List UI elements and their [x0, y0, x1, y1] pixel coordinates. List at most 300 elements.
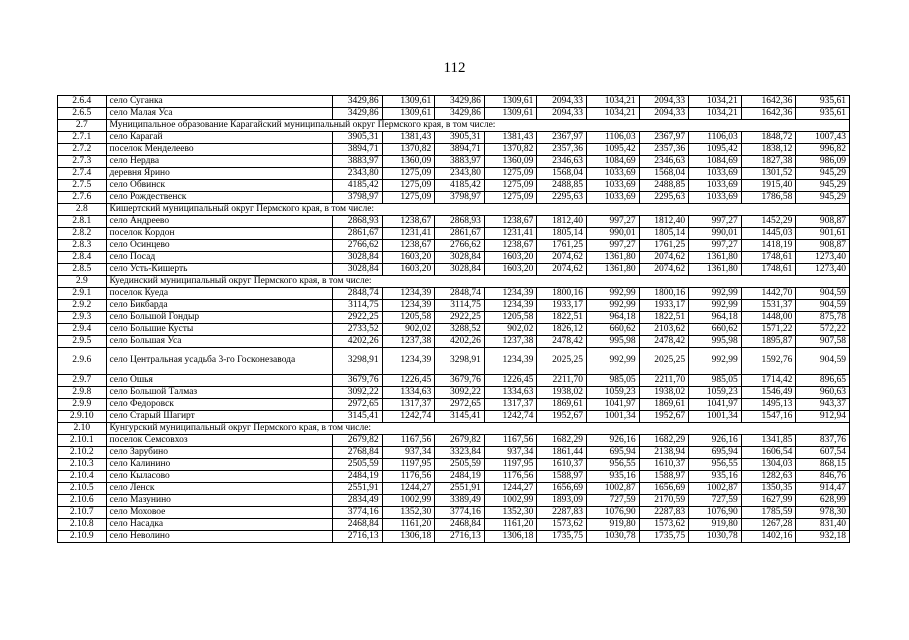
value-cell: 3145,41	[435, 411, 485, 423]
row-code: 2.8.4	[58, 252, 107, 264]
value-cell: 1606,54	[741, 447, 796, 459]
value-cell: 1084,69	[586, 156, 639, 168]
value-cell: 1304,03	[741, 459, 796, 471]
row-code: 2.10.4	[58, 471, 107, 483]
value-cell: 935,16	[689, 471, 742, 483]
row-code: 2.9.1	[58, 288, 107, 300]
value-cell: 1603,20	[382, 264, 435, 276]
value-cell: 997,27	[586, 240, 639, 252]
value-cell: 2094,33	[537, 96, 587, 108]
value-cell: 1352,30	[484, 507, 537, 519]
settlement-name: село Большая Уса	[106, 336, 333, 348]
value-cell: 1827,38	[741, 156, 796, 168]
value-cell: 3798,97	[435, 192, 485, 204]
value-cell: 1938,02	[537, 387, 587, 399]
table-row	[58, 264, 850, 276]
table-row	[58, 228, 850, 240]
value-cell: 1273,40	[796, 252, 850, 264]
value-cell: 2488,85	[537, 180, 587, 192]
value-cell: 986,09	[796, 156, 850, 168]
value-cell: 945,29	[796, 192, 850, 204]
value-cell: 3429,86	[435, 96, 485, 108]
value-cell: 1176,56	[484, 471, 537, 483]
row-code: 2.9	[58, 276, 107, 288]
value-cell: 2922,25	[435, 312, 485, 324]
value-cell: 992,99	[586, 300, 639, 312]
value-cell: 3288,52	[435, 324, 485, 336]
value-cell: 1234,39	[484, 288, 537, 300]
value-cell: 1161,20	[484, 519, 537, 531]
value-cell: 1805,14	[537, 228, 587, 240]
row-code: 2.8.3	[58, 240, 107, 252]
value-cell: 3894,71	[435, 144, 485, 156]
settlement-name: село Моховое	[106, 507, 333, 519]
value-cell: 1059,23	[689, 387, 742, 399]
value-cell: 1822,51	[639, 312, 689, 324]
value-cell: 1106,03	[586, 132, 639, 144]
value-cell: 990,01	[689, 228, 742, 240]
value-cell: 3429,86	[333, 96, 383, 108]
value-cell: 831,40	[796, 519, 850, 531]
value-cell: 1205,58	[484, 312, 537, 324]
table-row	[58, 300, 850, 312]
value-cell: 901,61	[796, 228, 850, 240]
value-cell: 1002,87	[689, 483, 742, 495]
value-cell: 837,76	[796, 435, 850, 447]
value-cell: 1034,21	[586, 108, 639, 120]
value-cell: 1938,02	[639, 387, 689, 399]
value-cell: 4185,42	[333, 180, 383, 192]
value-cell: 2074,62	[537, 252, 587, 264]
value-cell: 1309,61	[484, 108, 537, 120]
value-cell: 1952,67	[639, 411, 689, 423]
row-code: 2.9.2	[58, 300, 107, 312]
value-cell: 1244,27	[484, 483, 537, 495]
value-cell: 4202,26	[435, 336, 485, 348]
table-row	[58, 168, 850, 180]
value-cell: 1076,90	[689, 507, 742, 519]
value-cell: 3028,84	[435, 264, 485, 276]
table-row	[58, 108, 850, 120]
value-cell: 1592,76	[741, 348, 796, 375]
settlement-name: село Федоровск	[106, 399, 333, 411]
value-cell: 868,15	[796, 459, 850, 471]
settlement-name: село Посад	[106, 252, 333, 264]
row-code: 2.8.2	[58, 228, 107, 240]
value-cell: 2138,94	[639, 447, 689, 459]
value-cell: 997,27	[689, 216, 742, 228]
value-cell: 1610,37	[639, 459, 689, 471]
value-cell: 1933,17	[639, 300, 689, 312]
row-code: 2.9.3	[58, 312, 107, 324]
value-cell: 908,87	[796, 240, 850, 252]
value-cell: 1306,18	[382, 531, 435, 543]
row-code: 2.9.7	[58, 375, 107, 387]
table-row	[58, 483, 850, 495]
value-cell: 1231,41	[484, 228, 537, 240]
value-cell: 1231,41	[382, 228, 435, 240]
value-cell: 3092,22	[435, 387, 485, 399]
value-cell: 1244,27	[382, 483, 435, 495]
value-cell: 1682,29	[639, 435, 689, 447]
section-title: Кунгурский муниципальный округ Пермского края, в том числе:	[106, 423, 849, 435]
value-cell: 937,34	[484, 447, 537, 459]
settlement-name: село Большой Гондыр	[106, 312, 333, 324]
value-cell: 3389,49	[435, 495, 485, 507]
value-cell: 2972,65	[435, 399, 485, 411]
row-code: 2.7.5	[58, 180, 107, 192]
settlement-name: село Калинино	[106, 459, 333, 471]
value-cell: 3429,86	[435, 108, 485, 120]
settlement-name: село Обвинск	[106, 180, 333, 192]
table-row	[58, 471, 850, 483]
value-cell: 1341,85	[741, 435, 796, 447]
value-cell: 1350,35	[741, 483, 796, 495]
row-code: 2.10.8	[58, 519, 107, 531]
value-cell: 1800,16	[639, 288, 689, 300]
value-cell: 1275,09	[484, 192, 537, 204]
value-cell: 1309,61	[382, 108, 435, 120]
value-cell: 1084,69	[689, 156, 742, 168]
row-code: 2.7.1	[58, 132, 107, 144]
value-cell: 1352,30	[382, 507, 435, 519]
table-row	[58, 144, 850, 156]
value-cell: 943,37	[796, 399, 850, 411]
value-cell: 919,80	[586, 519, 639, 531]
value-cell: 1234,39	[382, 288, 435, 300]
table-row	[58, 216, 850, 228]
table-row	[58, 507, 850, 519]
value-cell: 1033,69	[586, 192, 639, 204]
row-code: 2.10.1	[58, 435, 107, 447]
table-row	[58, 495, 850, 507]
value-cell: 1861,44	[537, 447, 587, 459]
value-cell: 1714,42	[741, 375, 796, 387]
value-cell: 695,94	[586, 447, 639, 459]
value-cell: 2170,59	[639, 495, 689, 507]
value-cell: 1275,09	[382, 168, 435, 180]
value-cell: 997,27	[586, 216, 639, 228]
value-cell: 1869,61	[639, 399, 689, 411]
value-cell: 1002,99	[484, 495, 537, 507]
table-row	[58, 375, 850, 387]
value-cell: 2834,49	[333, 495, 383, 507]
value-cell: 4185,42	[435, 180, 485, 192]
table-row	[58, 531, 850, 543]
value-cell: 1531,37	[741, 300, 796, 312]
value-cell: 3092,22	[333, 387, 383, 399]
value-cell: 1001,34	[689, 411, 742, 423]
value-cell: 875,78	[796, 312, 850, 324]
table-row	[58, 411, 850, 423]
value-cell: 1568,04	[537, 168, 587, 180]
value-cell: 1895,87	[741, 336, 796, 348]
tariff-table	[57, 95, 850, 543]
value-cell: 3798,97	[333, 192, 383, 204]
value-cell: 2103,62	[639, 324, 689, 336]
value-cell: 3114,75	[333, 300, 383, 312]
value-cell: 2922,25	[333, 312, 383, 324]
value-cell: 1033,69	[689, 192, 742, 204]
value-cell: 1334,63	[484, 387, 537, 399]
value-cell: 992,99	[586, 348, 639, 375]
settlement-name: деревня Ярино	[106, 168, 333, 180]
settlement-name: село Кыласово	[106, 471, 333, 483]
value-cell: 1275,09	[382, 192, 435, 204]
value-cell: 3905,31	[333, 132, 383, 144]
value-cell: 1197,95	[382, 459, 435, 471]
row-code: 2.9.5	[58, 336, 107, 348]
value-cell: 1197,95	[484, 459, 537, 471]
settlement-name: село Ошья	[106, 375, 333, 387]
value-cell: 1360,09	[382, 156, 435, 168]
table-row	[58, 399, 850, 411]
row-code: 2.7.2	[58, 144, 107, 156]
value-cell: 2346,63	[537, 156, 587, 168]
settlement-name: село Центральная усадьба 3-го Госконезавода	[106, 348, 333, 375]
value-cell: 1735,75	[537, 531, 587, 543]
value-cell: 1167,56	[382, 435, 435, 447]
value-cell: 1361,80	[586, 252, 639, 264]
value-cell: 1234,39	[484, 348, 537, 375]
section-row	[58, 276, 850, 288]
value-cell: 2357,36	[639, 144, 689, 156]
table-row	[58, 447, 850, 459]
value-cell: 992,99	[689, 288, 742, 300]
row-code: 2.9.10	[58, 411, 107, 423]
value-cell: 1226,45	[382, 375, 435, 387]
table-row	[58, 252, 850, 264]
value-cell: 1030,78	[689, 531, 742, 543]
value-cell: 572,22	[796, 324, 850, 336]
value-cell: 1361,80	[689, 264, 742, 276]
value-cell: 995,98	[689, 336, 742, 348]
value-cell: 2551,91	[435, 483, 485, 495]
value-cell: 2505,59	[333, 459, 383, 471]
value-cell: 2295,63	[537, 192, 587, 204]
value-cell: 1748,61	[741, 264, 796, 276]
value-cell: 1275,09	[484, 168, 537, 180]
value-cell: 1805,14	[639, 228, 689, 240]
value-cell: 1452,29	[741, 216, 796, 228]
row-code: 2.9.8	[58, 387, 107, 399]
value-cell: 1176,56	[382, 471, 435, 483]
value-cell: 2367,97	[537, 132, 587, 144]
value-cell: 964,18	[586, 312, 639, 324]
row-code: 2.9.6	[58, 348, 107, 375]
value-cell: 695,94	[689, 447, 742, 459]
value-cell: 1785,59	[741, 507, 796, 519]
table-row	[58, 96, 850, 108]
value-cell: 2768,84	[333, 447, 383, 459]
row-code: 2.8	[58, 204, 107, 216]
value-cell: 2868,93	[435, 216, 485, 228]
value-cell: 1167,56	[484, 435, 537, 447]
row-code: 2.7	[58, 120, 107, 132]
value-cell: 660,62	[586, 324, 639, 336]
value-cell: 607,54	[796, 447, 850, 459]
value-cell: 1002,99	[382, 495, 435, 507]
value-cell: 2343,80	[333, 168, 383, 180]
value-cell: 1317,37	[382, 399, 435, 411]
value-cell: 3905,31	[435, 132, 485, 144]
value-cell: 2766,62	[435, 240, 485, 252]
value-cell: 1030,78	[586, 531, 639, 543]
row-code: 2.8.1	[58, 216, 107, 228]
value-cell: 3028,84	[435, 252, 485, 264]
value-cell: 1442,70	[741, 288, 796, 300]
value-cell: 1547,16	[741, 411, 796, 423]
value-cell: 2025,25	[639, 348, 689, 375]
value-cell: 2478,42	[537, 336, 587, 348]
settlement-name: село Осинцево	[106, 240, 333, 252]
table-row	[58, 387, 850, 399]
value-cell: 3114,75	[435, 300, 485, 312]
value-cell: 3883,97	[333, 156, 383, 168]
value-cell: 896,65	[796, 375, 850, 387]
value-cell: 904,59	[796, 288, 850, 300]
table-row	[58, 459, 850, 471]
value-cell: 628,99	[796, 495, 850, 507]
value-cell: 907,58	[796, 336, 850, 348]
value-cell: 1627,99	[741, 495, 796, 507]
value-cell: 1445,03	[741, 228, 796, 240]
settlement-name: село Зарубино	[106, 447, 333, 459]
value-cell: 727,59	[586, 495, 639, 507]
value-cell: 2868,93	[333, 216, 383, 228]
row-code: 2.10.6	[58, 495, 107, 507]
row-code: 2.7.6	[58, 192, 107, 204]
value-cell: 1812,40	[639, 216, 689, 228]
table-row	[58, 336, 850, 348]
value-cell: 1448,00	[741, 312, 796, 324]
table-row	[58, 240, 850, 252]
value-cell: 1735,75	[639, 531, 689, 543]
value-cell: 1418,19	[741, 240, 796, 252]
value-cell: 2848,74	[333, 288, 383, 300]
settlement-name: село Карагай	[106, 132, 333, 144]
value-cell: 1002,87	[586, 483, 639, 495]
value-cell: 1238,67	[382, 240, 435, 252]
value-cell: 908,87	[796, 216, 850, 228]
value-cell: 1603,20	[484, 264, 537, 276]
value-cell: 990,01	[586, 228, 639, 240]
value-cell: 2211,70	[639, 375, 689, 387]
value-cell: 2357,36	[537, 144, 587, 156]
value-cell: 2094,33	[639, 96, 689, 108]
value-cell: 1273,40	[796, 264, 850, 276]
value-cell: 1237,38	[382, 336, 435, 348]
value-cell: 1573,62	[639, 519, 689, 531]
row-code: 2.6.4	[58, 96, 107, 108]
value-cell: 1402,16	[741, 531, 796, 543]
value-cell: 2716,13	[333, 531, 383, 543]
settlement-name: село Бикбарда	[106, 300, 333, 312]
row-code: 2.9.9	[58, 399, 107, 411]
settlement-name: село Нердва	[106, 156, 333, 168]
row-code: 2.10.7	[58, 507, 107, 519]
value-cell: 919,80	[689, 519, 742, 531]
value-cell: 1546,49	[741, 387, 796, 399]
value-cell: 985,05	[689, 375, 742, 387]
value-cell: 1001,34	[586, 411, 639, 423]
value-cell: 3679,76	[333, 375, 383, 387]
value-cell: 3323,84	[435, 447, 485, 459]
value-cell: 2287,83	[537, 507, 587, 519]
value-cell: 1933,17	[537, 300, 587, 312]
value-cell: 1095,42	[689, 144, 742, 156]
value-cell: 1952,67	[537, 411, 587, 423]
value-cell: 1573,62	[537, 519, 587, 531]
table-body	[58, 96, 850, 543]
value-cell: 2287,83	[639, 507, 689, 519]
value-cell: 985,05	[586, 375, 639, 387]
value-cell: 960,63	[796, 387, 850, 399]
value-cell: 2861,67	[435, 228, 485, 240]
value-cell: 1033,69	[689, 180, 742, 192]
row-code: 2.10.5	[58, 483, 107, 495]
settlement-name: село Неволино	[106, 531, 333, 543]
value-cell: 992,99	[689, 348, 742, 375]
value-cell: 1826,12	[537, 324, 587, 336]
value-cell: 1761,25	[639, 240, 689, 252]
value-cell: 1893,09	[537, 495, 587, 507]
value-cell: 1242,74	[484, 411, 537, 423]
table-row	[58, 288, 850, 300]
value-cell: 996,82	[796, 144, 850, 156]
value-cell: 926,16	[689, 435, 742, 447]
value-cell: 1822,51	[537, 312, 587, 324]
section-row	[58, 120, 850, 132]
settlement-name: поселок Семсовхоз	[106, 435, 333, 447]
value-cell: 1748,61	[741, 252, 796, 264]
value-cell: 1309,61	[382, 96, 435, 108]
value-cell: 1059,23	[586, 387, 639, 399]
value-cell: 1282,63	[741, 471, 796, 483]
row-code: 2.6.5	[58, 108, 107, 120]
table-row	[58, 180, 850, 192]
value-cell: 1812,40	[537, 216, 587, 228]
table-row	[58, 312, 850, 324]
value-cell: 1786,58	[741, 192, 796, 204]
value-cell: 1238,67	[484, 240, 537, 252]
value-cell: 1360,09	[484, 156, 537, 168]
value-cell: 1034,21	[689, 96, 742, 108]
value-cell: 2488,85	[639, 180, 689, 192]
value-cell: 1226,45	[484, 375, 537, 387]
value-cell: 2861,67	[333, 228, 383, 240]
value-cell: 2468,84	[435, 519, 485, 531]
settlement-name: село Рождественск	[106, 192, 333, 204]
section-title: Муниципальное образование Карагайский муниципальный округ Пермского края, в том числе:	[106, 120, 849, 132]
value-cell: 1915,40	[741, 180, 796, 192]
value-cell: 660,62	[689, 324, 742, 336]
table-row	[58, 324, 850, 336]
table-row	[58, 192, 850, 204]
value-cell: 1095,42	[586, 144, 639, 156]
value-cell: 2766,62	[333, 240, 383, 252]
value-cell: 2468,84	[333, 519, 383, 531]
value-cell: 932,18	[796, 531, 850, 543]
table-row	[58, 156, 850, 168]
section-title: Кишертский муниципальный округ Пермского края, в том числе:	[106, 204, 849, 216]
value-cell: 914,47	[796, 483, 850, 495]
value-cell: 1267,28	[741, 519, 796, 531]
settlement-name: поселок Менделеево	[106, 144, 333, 156]
value-cell: 997,27	[689, 240, 742, 252]
value-cell: 2478,42	[639, 336, 689, 348]
value-cell: 935,61	[796, 108, 850, 120]
